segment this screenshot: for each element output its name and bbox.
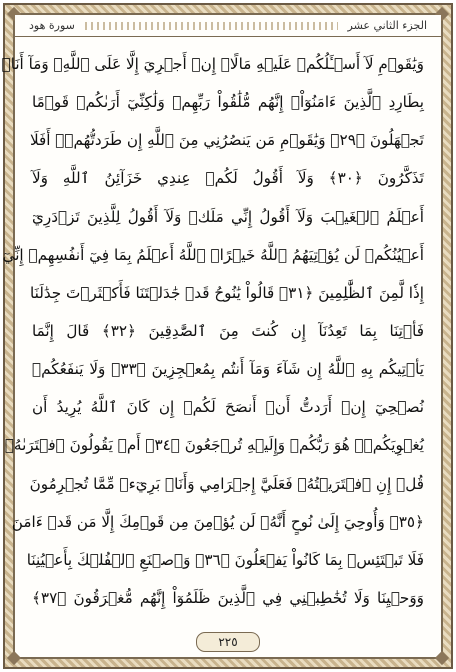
surah-name: سورة هود [29,19,75,32]
verse-line: تَجۡهَلُونَ ﴿٢٩﴾ وَيَٰقَوۡمِ مَن يَنصُرُنِي مِنَ ٱللَّهِ إِن طَرَدتُّهُمۡۚ أَفَلَا [29,131,424,150]
verse-line: قُلۡ إِنِ ٱفۡتَرَيۡتُهُۥ فَعَلَيَّ إِجۡرَامِي وَأَنَا۠ بَرِيٓءٞ مِّمَّا تُجۡرِمُونَ [29,474,424,493]
verse-line: بِطَارِدِ ٱلَّذِينَ ءَامَنُوٓاْۚ إِنَّهُم مُّلَٰقُواْ رَبِّهِمۡ وَلَٰكِنِّيٓ أَرَىٰكُمۡ قَوۡمًا [32,93,424,112]
page-footer [0,630,456,654]
page-header [15,15,441,37]
juz-label: الجزء الثاني عشر [347,19,427,32]
verse-line: يُغۡوِيَكُمۡۚ هُوَ رَبُّكُمۡ وَإِلَيۡهِ تُرۡجَعُونَ ﴿٣٤﴾ أَمۡ يَقُولُونَ ٱفۡتَرَىٰهُۖ [4,436,424,455]
verse-line: نُصۡحِيٓ إِنۡ أَرَدتُّ أَنۡ أَنصَحَ لَكُمۡ إِن كَانَ ٱللَّهُ يُرِيدُ أَن [32,398,424,417]
verse-line: وَيَٰقَوۡمِ لَآ أَسۡـَٔلُكُمۡ عَلَيۡهِ مَالًاۖ إِنۡ أَجۡرِيَ إِلَّا عَلَى ٱللَّهِۚ وَمَآ أَنَا۠ [1,55,424,73]
verse-line: فَلَا تَبۡتَئِسۡ بِمَا كَانُواْ يَفۡعَلُونَ ﴿٣٦﴾ وَٱصۡنَعِ ٱلۡفُلۡكَ بِأَعۡيُنِنَا [26,550,424,569]
verse-line: إِذٗا لَّمِنَ ٱلظَّٰلِمِينَ ﴿٣١﴾ قَالُواْ يَٰنُوحُ قَدۡ جَٰدَلۡتَنَا فَأَكۡثَرۡتَ جِدَٰلَنَا [30,283,424,302]
verse-text-block [1,46,424,616]
verse-line: تَذَكَّرُونَ ﴿٣٠﴾ وَلَآ أَقُولُ لَكُمۡ عِندِي خَزَآئِنُ ٱللَّهِ وَلَآ [32,169,424,188]
verse-line: فَأۡتِنَا بِمَا تَعِدُنَآ إِن كُنتَ مِنَ ٱلصَّٰدِقِينَ ﴿٣٢﴾ قَالَ إِنَّمَا [32,321,424,340]
verse-line: ﴿٣٥﴾ وَأُوحِيَ إِلَىٰ نُوحٍ أَنَّهُۥ لَن يُؤۡمِنَ مِن قَوۡمِكَ إِلَّا مَن قَدۡ ءَامَنَ [11,512,424,531]
page-number: ٢٢٥ [196,632,260,652]
verse-line: أَعۡلَمُ ٱلۡغَيۡبَ وَلَآ أَقُولُ إِنِّي مَلَكٞ وَلَآ أَقُولُ لِلَّذِينَ تَزۡدَرِيٓ [32,207,424,226]
verse-line: وَوَحۡيِنَا وَلَا تُخَٰطِبۡنِي فِي ٱلَّذِينَ ظَلَمُوٓاْ إِنَّهُم مُّغۡرَقُونَ ﴿٣٧﴾ [32,588,424,607]
header-ornament-icon [85,22,338,30]
verse-line: يَأۡتِيكُم بِهِ ٱللَّهُ إِن شَآءَ وَمَآ أَنتُم بِمُعۡجِزِينَ ﴿٣٣﴾ وَلَا يَنفَعُكُمۡ [32,360,424,379]
verse-line: أَعۡيُنُكُمۡ لَن يُؤۡتِيَهُمُ ٱللَّهُ خَيۡرًاۖ ٱللَّهُ أَعۡلَمُ بِمَا فِيٓ أَنفُسِهِمۡ إِنِّيٓ [2,245,424,264]
